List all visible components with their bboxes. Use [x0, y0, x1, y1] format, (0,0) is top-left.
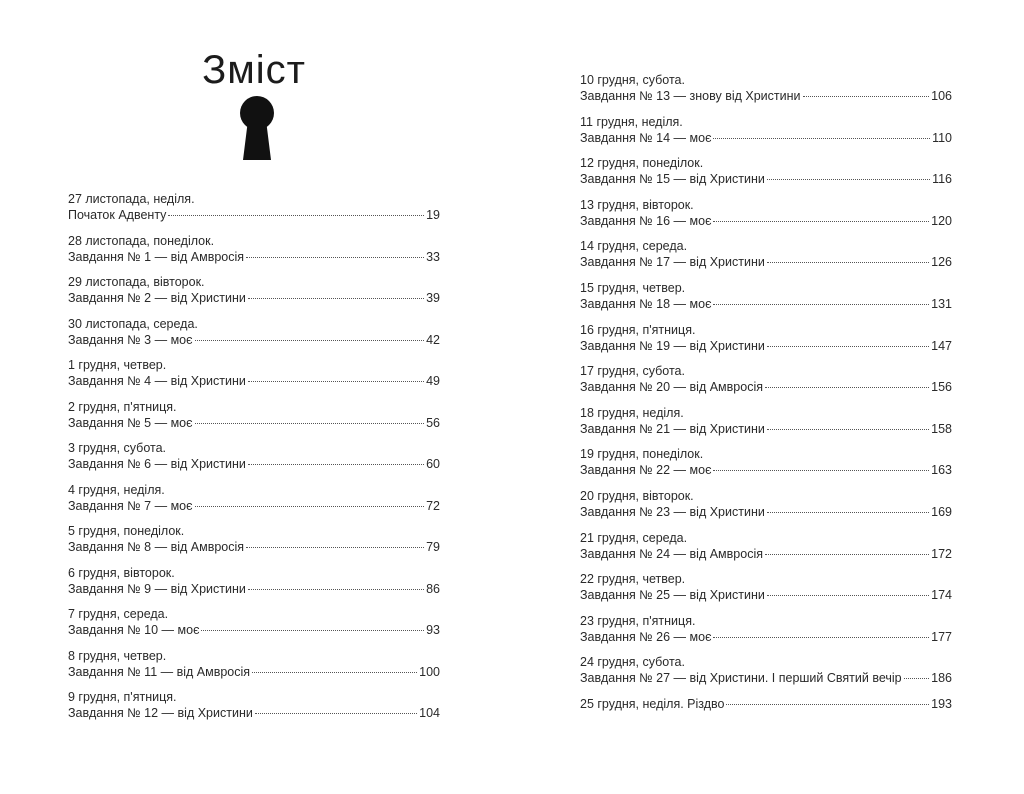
dot-leader — [246, 547, 424, 548]
toc-entry-line — [68, 415, 440, 431]
toc-entry[interactable] — [580, 155, 952, 197]
dot-leader — [904, 678, 930, 679]
toc-entry-page-number: 116 — [932, 172, 952, 187]
toc-entry-date: 19 грудня, понеділок. — [580, 447, 704, 462]
toc-entry[interactable] — [68, 233, 440, 275]
toc-entry-title: Завдання № 13 — знову від Христини — [580, 89, 801, 103]
dot-leader — [765, 554, 929, 555]
toc-entry-line — [68, 539, 440, 555]
toc-entry-title: Завдання № 3 — моє — [68, 332, 193, 347]
toc-entry-page-number: 39 — [426, 291, 440, 305]
toc-entry-title: Завдання № 21 — від Христини — [580, 421, 765, 436]
toc-entry-date: 15 грудня, четвер. — [580, 280, 686, 295]
toc-entry-date: 18 грудня, неділя. — [580, 405, 684, 420]
toc-entry-date: 24 грудня, субота. — [580, 655, 685, 670]
toc-entry-line — [68, 373, 440, 389]
toc-entry[interactable] — [68, 482, 440, 524]
toc-entry-date: 23 грудня, п'ятниця. — [580, 613, 696, 628]
dot-leader — [767, 429, 929, 430]
toc-entry-date: 10 грудня, субота. — [580, 73, 685, 87]
toc-entry-page-number: 186 — [931, 671, 952, 686]
toc-entry-page-number: 120 — [931, 213, 952, 228]
toc-entry-page-number: 158 — [931, 421, 952, 436]
toc-entry-title: Завдання № 23 — від Христини — [580, 504, 765, 519]
dot-leader — [803, 96, 930, 97]
toc-entry[interactable] — [580, 197, 952, 239]
toc-entry-line — [68, 581, 440, 597]
toc-entry-page-number: 106 — [931, 89, 952, 103]
toc-entry-line — [68, 456, 440, 472]
toc-entry-page-number: 19 — [426, 208, 440, 222]
toc-entry-title: Завдання № 19 — від Христини — [580, 338, 765, 353]
dot-leader — [195, 340, 425, 341]
toc-entry-title: 25 грудня, неділя. Різдво — [580, 696, 725, 711]
toc-entry-date: 11 грудня, неділя. — [580, 114, 683, 129]
toc-entry-page-number: 42 — [426, 332, 440, 347]
toc-right-column — [580, 72, 952, 738]
toc-entry[interactable] — [580, 363, 952, 405]
dot-leader — [767, 346, 929, 347]
toc-entry-page-number: 100 — [419, 664, 440, 679]
toc-entry-title: Завдання № 5 — моє — [68, 415, 193, 430]
toc-entry-date: 2 грудня, п'ятниця. — [68, 399, 177, 414]
toc-entry-page-number: 193 — [931, 696, 952, 711]
toc-entry-title: Завдання № 22 — моє — [580, 463, 712, 478]
toc-entry-page-number: 147 — [931, 338, 952, 353]
toc-entry-line — [580, 130, 952, 146]
toc-entry-date: 5 грудня, понеділок. — [68, 524, 185, 538]
toc-entry-title: Завдання № 27 — від Христини. І перший Святий вечір — [580, 671, 902, 686]
toc-entry-line — [68, 705, 440, 721]
toc-entry-page-number: 72 — [426, 498, 440, 513]
toc-entry-page-number: 156 — [931, 380, 952, 395]
toc-entry-page-number: 56 — [426, 415, 440, 430]
toc-entry-page-number: 131 — [931, 296, 952, 311]
dot-leader — [248, 381, 424, 382]
toc-entry-page-number: 79 — [426, 540, 440, 554]
toc-entry[interactable] — [68, 689, 440, 731]
toc-entry-page-number: 169 — [931, 504, 952, 519]
toc-entry[interactable] — [580, 405, 952, 447]
toc-entry-date: 20 грудня, вівторок. — [580, 488, 694, 503]
toc-entry-title: Завдання № 18 — моє — [580, 296, 712, 311]
toc-entry-title: Завдання № 20 — від Амвросія — [580, 380, 763, 395]
toc-entry-page-number: 177 — [931, 629, 952, 644]
dot-leader — [713, 637, 929, 638]
dot-leader — [252, 672, 417, 673]
toc-entry-date: 9 грудня, п'ятниця. — [68, 690, 177, 704]
toc-entry[interactable] — [68, 440, 440, 482]
toc-entry[interactable] — [68, 606, 440, 648]
toc-entry[interactable] — [580, 446, 952, 488]
toc-entry-date: 1 грудня, четвер. — [68, 358, 167, 372]
toc-entry-line — [68, 622, 440, 638]
toc-entry[interactable] — [68, 316, 440, 358]
page-title: Зміст — [202, 48, 306, 92]
toc-entry-page-number: 104 — [419, 706, 440, 720]
toc-entry-date: 17 грудня, субота. — [580, 364, 685, 379]
toc-entry-line — [580, 338, 952, 354]
toc-entry-title: Початок Адвенту — [68, 208, 167, 222]
dot-leader — [195, 506, 425, 507]
toc-entry-title: Завдання № 24 — від Амвросія — [580, 546, 763, 561]
toc-entry[interactable] — [68, 523, 440, 565]
toc-entry[interactable] — [580, 571, 952, 613]
dot-leader — [767, 262, 929, 263]
toc-entry-title: Завдання № 2 — від Христини — [68, 291, 246, 305]
toc-entry-page-number: 174 — [931, 588, 952, 603]
toc-entry-line — [580, 213, 952, 229]
toc-entry[interactable] — [580, 280, 952, 322]
toc-entry[interactable] — [580, 613, 952, 655]
toc-entry-line — [580, 254, 952, 270]
dot-leader — [201, 630, 424, 631]
dot-leader — [767, 179, 930, 180]
toc-entry-page-number: 93 — [426, 623, 440, 637]
toc-entry-date: 27 листопада, неділя. — [68, 192, 195, 206]
toc-left-column — [68, 191, 440, 731]
toc-entry-page-number: 49 — [426, 374, 440, 388]
dot-leader — [726, 704, 929, 705]
toc-entry-date: 3 грудня, субота. — [68, 441, 167, 455]
toc-entry[interactable] — [580, 238, 952, 280]
toc-entry[interactable] — [580, 72, 952, 114]
dot-leader — [248, 464, 424, 465]
toc-entry-line — [580, 587, 952, 603]
toc-entry-page-number: 163 — [931, 463, 952, 478]
toc-entry-date: 28 листопада, понеділок. — [68, 233, 215, 248]
toc-entry-date: 29 листопада, вівторок. — [68, 275, 205, 289]
toc-entry-date: 12 грудня, понеділок. — [580, 156, 704, 171]
toc-entry-line — [580, 696, 952, 712]
toc-entry-title: Завдання № 16 — моє — [580, 213, 712, 228]
toc-entry[interactable] — [580, 530, 952, 572]
toc-entry-date: 13 грудня, вівторок. — [580, 197, 694, 212]
toc-entry-line — [580, 296, 952, 312]
dot-leader — [765, 387, 929, 388]
toc-entry[interactable] — [68, 357, 440, 399]
toc-entry[interactable] — [68, 274, 440, 316]
dot-leader — [195, 423, 425, 424]
toc-entry-title: Завдання № 15 — від Христини — [580, 172, 765, 187]
toc-entry-line — [580, 421, 952, 437]
toc-entry[interactable] — [580, 488, 952, 530]
toc-entry-line — [68, 664, 440, 680]
toc-entry[interactable] — [68, 565, 440, 607]
toc-entry-line — [68, 249, 440, 265]
toc-entry-date: 30 листопада, середа. — [68, 316, 198, 331]
toc-entry-title: Завдання № 25 — від Христини — [580, 588, 765, 603]
toc-entry[interactable] — [68, 191, 440, 233]
toc-entry-title: Завдання № 26 — моє — [580, 629, 712, 644]
toc-entry-title: Завдання № 10 — моє — [68, 623, 200, 637]
toc-entry-title: Завдання № 6 — від Христини — [68, 457, 246, 471]
toc-entry[interactable] — [68, 399, 440, 441]
toc-entry-date: 6 грудня, вівторок. — [68, 565, 175, 580]
toc-entry-title: Завдання № 7 — моє — [68, 498, 193, 513]
toc-entry-date: 14 грудня, середа. — [580, 239, 688, 254]
toc-entry-title: Завдання № 1 — від Амвросія — [68, 249, 245, 264]
toc-entry-title: Завдання № 12 — від Христини — [68, 706, 253, 720]
dot-leader — [713, 221, 929, 222]
toc-entry-date: 21 грудня, середа. — [580, 530, 688, 545]
toc-entry-page-number: 86 — [426, 581, 440, 596]
toc-entry[interactable] — [580, 654, 952, 696]
toc-entry-date: 7 грудня, середа. — [68, 607, 169, 621]
toc-entry-title: Завдання № 4 — від Христини — [68, 374, 246, 388]
toc-entry-title: Завдання № 17 — від Христини — [580, 255, 765, 270]
toc-entry-line — [68, 290, 440, 306]
toc-entry[interactable] — [580, 696, 952, 738]
toc-entry-date: 22 грудня, четвер. — [580, 572, 686, 587]
dot-leader — [713, 138, 930, 139]
toc-entry-page-number: 60 — [426, 457, 440, 471]
dot-leader — [248, 298, 424, 299]
toc-entry-page-number: 126 — [931, 255, 952, 270]
dot-leader — [767, 595, 929, 596]
toc-entry-line — [68, 207, 440, 223]
toc-entry-page-number: 172 — [931, 546, 952, 561]
toc-entry-line — [580, 88, 952, 104]
toc-entry-title: Завдання № 9 — від Христини — [68, 581, 246, 596]
toc-entry-title: Завдання № 8 — від Амвросія — [68, 540, 245, 554]
toc-entry-line — [580, 504, 952, 520]
toc-entry[interactable] — [68, 648, 440, 690]
toc-entry-line — [580, 462, 952, 478]
dot-leader — [168, 215, 424, 216]
dot-leader — [248, 589, 424, 590]
toc-entry-line — [580, 546, 952, 562]
toc-entry-line — [68, 332, 440, 348]
toc-entry-date: 4 грудня, неділя. — [68, 482, 165, 497]
toc-entry[interactable] — [580, 322, 952, 364]
toc-entry-line — [580, 171, 952, 187]
dot-leader — [713, 304, 929, 305]
toc-entry-line — [580, 670, 952, 686]
dot-leader — [255, 713, 417, 714]
toc-entry-page-number: 33 — [426, 249, 440, 264]
toc-entry-line — [580, 629, 952, 645]
toc-entry-date: 16 грудня, п'ятниця. — [580, 322, 696, 337]
dot-leader — [713, 470, 929, 471]
dot-leader — [246, 257, 424, 258]
dot-leader — [767, 512, 929, 513]
toc-entry-date: 8 грудня, четвер. — [68, 648, 167, 663]
toc-entry-title: Завдання № 11 — від Амвросія — [68, 664, 251, 679]
toc-entry-line — [580, 379, 952, 395]
toc-entry[interactable] — [580, 114, 952, 156]
toc-entry-title: Завдання № 14 — моє — [580, 130, 712, 145]
keyhole-icon — [238, 96, 276, 160]
toc-entry-line — [68, 498, 440, 514]
toc-entry-page-number: 110 — [932, 130, 952, 145]
